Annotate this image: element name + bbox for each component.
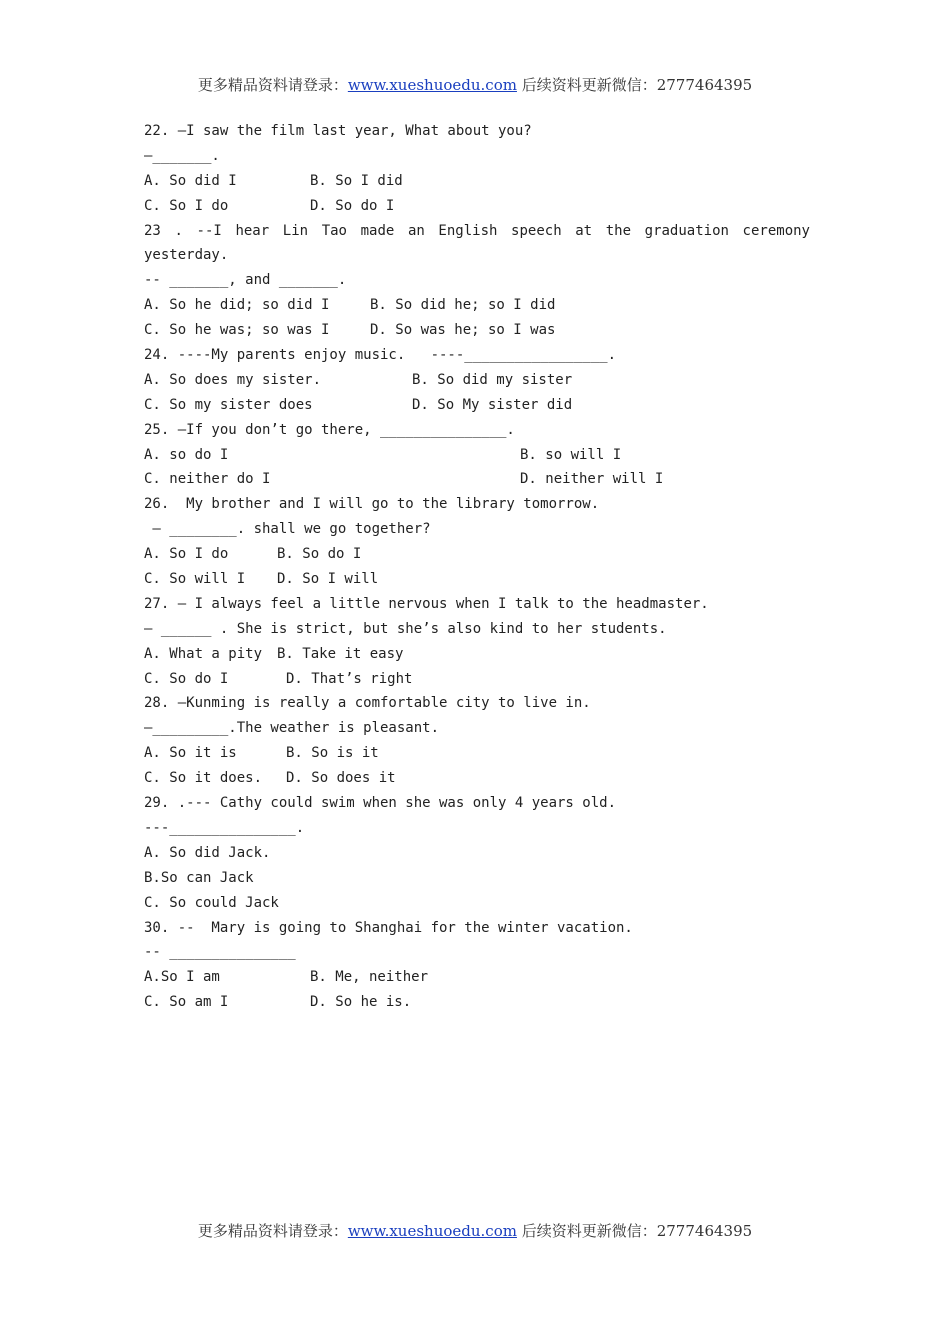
question-22-option-d[interactable]: D. So do I	[310, 197, 395, 214]
question-24-stem: 24. ----My parents enjoy music. ----_________________.	[144, 347, 617, 364]
question-25-option-d[interactable]: D. neither will I	[520, 471, 664, 488]
page-header	[0, 74, 950, 95]
header-suffix: 后续资料更新微信：2777464395	[516, 76, 753, 94]
question-25-options-row1	[144, 443, 810, 468]
question-27-option-b[interactable]: B. Take it easy	[277, 645, 404, 662]
question-28-options-row2	[144, 766, 810, 791]
question-22-stem: 22. —I saw the film last year, What about you?	[144, 123, 532, 139]
question-30-option-b[interactable]: B. Me, neither	[310, 969, 429, 986]
question-30-options-row2	[144, 990, 810, 1015]
question-29-stem: 29. .--- Cathy could swim when she was only 4 years old.	[144, 795, 617, 812]
question-28-options-row1	[144, 741, 810, 766]
question-25-stem: 25. —If you don’t go there, _______________.	[144, 421, 515, 438]
question-23-option-b[interactable]: B. So did he; so I did	[370, 297, 556, 314]
question-23-reply: -- _______, and _______.	[144, 272, 347, 289]
question-25-option-c[interactable]: C. neither do I	[144, 471, 271, 488]
question-26-options-row1	[144, 542, 810, 567]
question-22-option-b[interactable]: B. So I did	[310, 172, 403, 189]
question-27-stem: 27. — I always feel a little nervous when I talk to the headmaster.	[144, 595, 709, 612]
question-28-reply: —_________.The weather is pleasant.	[144, 720, 440, 737]
question-25-option-b[interactable]: B. so will I	[520, 446, 622, 463]
header-prefix: 更多精品资料请登录：	[197, 76, 348, 94]
question-30-option-a[interactable]: A.So I am	[144, 969, 220, 986]
question-23-stem-line1: 23 . --I hear Lin Tao made an English speech at the graduation ceremony	[144, 222, 810, 239]
question-23-options-row1	[144, 293, 810, 318]
question-27-reply: — ______ . She is strict, but she’s also kind to her students.	[144, 620, 667, 637]
question-30-options-row1	[144, 965, 810, 990]
question-24-option-b[interactable]: B. So did my sister	[412, 371, 573, 388]
question-23-option-a[interactable]: A. So he did; so did I	[144, 297, 330, 314]
question-28-option-d[interactable]: D. So does it	[286, 770, 396, 787]
header-website-link[interactable]: www.xueshuoedu.com	[347, 76, 517, 94]
question-22-option-c[interactable]: C. So I do	[144, 197, 229, 214]
question-24-option-c[interactable]: C. So my sister does	[144, 396, 313, 413]
question-29-option-c[interactable]: C. So could Jack	[144, 894, 279, 911]
question-26-options-row2	[144, 567, 810, 592]
question-26-option-a[interactable]: A. So I do	[144, 546, 229, 563]
question-24-option-a[interactable]: A. So does my sister.	[144, 371, 322, 388]
question-list	[144, 119, 810, 1015]
question-24-option-d[interactable]: D. So My sister did	[412, 396, 573, 413]
question-29-option-b[interactable]: B.So can Jack	[144, 869, 254, 886]
page-footer	[0, 1220, 950, 1241]
question-26-option-c[interactable]: C. So will I	[144, 571, 246, 588]
question-27-option-a[interactable]: A. What a pity	[144, 645, 263, 662]
question-29-reply: ---_______________.	[144, 819, 305, 836]
question-27-options-row1	[144, 642, 810, 667]
question-23-option-c[interactable]: C. So he was; so was I	[144, 322, 330, 339]
question-23-stem-line2: yesterday.	[144, 247, 229, 264]
question-26-stem: 26. My brother and I will go to the library tomorrow.	[144, 496, 600, 513]
question-27-option-d[interactable]: D. That’s right	[286, 670, 413, 687]
question-23-option-d[interactable]: D. So was he; so I was	[370, 322, 556, 339]
question-29-option-a[interactable]: A. So did Jack.	[144, 844, 271, 861]
question-24-options-row1	[144, 368, 810, 393]
question-30-option-d[interactable]: D. So he is.	[310, 994, 412, 1011]
question-26-option-b[interactable]: B. So do I	[277, 546, 362, 563]
question-22-option-a[interactable]: A. So did I	[144, 172, 237, 189]
question-22-options-row1	[144, 169, 810, 194]
footer-prefix: 更多精品资料请登录：	[197, 1222, 348, 1240]
question-28-stem: 28. —Kunming is really a comfortable city to live in.	[144, 695, 591, 712]
question-26-reply: – ________. shall we go together?	[144, 521, 431, 538]
question-30-stem: 30. -- Mary is going to Shanghai for the winter vacation.	[144, 919, 633, 936]
question-25-options-row2	[144, 467, 810, 492]
question-25-option-a[interactable]: A. so do I	[144, 446, 229, 463]
question-22-options-row2	[144, 194, 810, 219]
question-28-option-c[interactable]: C. So it does.	[144, 770, 263, 787]
question-28-option-a[interactable]: A. So it is	[144, 745, 237, 762]
question-24-options-row2	[144, 393, 810, 418]
footer-suffix: 后续资料更新微信：2777464395	[516, 1222, 753, 1240]
question-26-option-d[interactable]: D. So I will	[277, 571, 379, 588]
question-27-option-c[interactable]: C. So do I	[144, 670, 229, 687]
footer-website-link[interactable]: www.xueshuoedu.com	[347, 1222, 517, 1240]
question-23-options-row2	[144, 318, 810, 343]
question-30-reply: -- _______________	[144, 944, 296, 961]
question-22-reply: —_______.	[144, 147, 220, 164]
question-27-options-row2	[144, 667, 810, 692]
question-30-option-c[interactable]: C. So am I	[144, 994, 229, 1011]
question-28-option-b[interactable]: B. So is it	[286, 745, 379, 762]
